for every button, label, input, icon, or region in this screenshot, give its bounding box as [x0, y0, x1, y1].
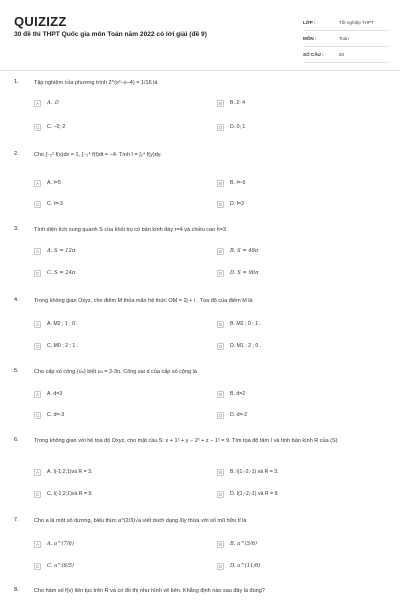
- option-text: A. ∅: [47, 100, 59, 106]
- question-4: [14, 297, 390, 357]
- question-number: 2.: [14, 151, 19, 157]
- option-letter: A: [34, 469, 41, 476]
- page-header: [0, 0, 400, 70]
- option-text: C. d=-3: [47, 412, 65, 418]
- option-d[interactable]: [217, 199, 244, 209]
- option-letter: C: [35, 343, 40, 349]
- option-b[interactable]: [217, 389, 245, 399]
- option-text: A. I=5: [47, 180, 61, 186]
- option-letter: C: [35, 270, 40, 276]
- option-a[interactable]: [34, 178, 61, 188]
- option-letter: D: [218, 343, 223, 349]
- option-letter: B: [217, 391, 224, 398]
- option-letter: C: [35, 491, 40, 497]
- option-c[interactable]: [34, 341, 78, 351]
- quizizz-logo: QUIZIZZ: [14, 14, 67, 29]
- option-text: B. M2 ; 0 ; 1 .: [230, 321, 261, 327]
- question-5: [14, 368, 390, 428]
- option-letter: D: [218, 563, 223, 569]
- option-b[interactable]: [217, 178, 245, 188]
- option-d[interactable]: [217, 561, 260, 571]
- question-number: 8.: [14, 587, 19, 593]
- option-letter: A: [34, 100, 41, 107]
- meta-row-subject: [303, 31, 389, 47]
- question-text: Cho ∫₋₂² f(x)dx = 1, ∫₋₂⁴ f(t)dt = −4. Tính I = ∫₂⁴ f(y)dy.: [34, 152, 162, 158]
- option-letter: C: [35, 412, 40, 418]
- meta-key: SỐ CÂU :: [303, 52, 324, 57]
- header-divider: [0, 70, 400, 71]
- option-text: B. I=-5: [230, 180, 246, 186]
- question-text: Cho a là một số dương, biểu thức a^(2/3)√a viết dưới dạng lũy thừa với số mũ hữu tỉ là: [34, 518, 247, 524]
- question-text: Cho cấp số cộng (uₙ) biết uₙ = 2-3n. Công sai d của cấp số cộng là: [34, 369, 197, 375]
- document-title: 30 đề thi THPT Quốc gia môn Toán năm 2022 có lời giải (đề 9): [14, 31, 207, 38]
- option-text: C. I(-1;2;1)và R = 9.: [47, 491, 93, 497]
- option-c[interactable]: [34, 489, 93, 499]
- meta-table: [303, 15, 389, 63]
- question-text: Tính diện tích xung quanh S của khối trụ có bán kính đáy r=4 và chiều cao h=3: [34, 227, 227, 233]
- option-letter: A: [34, 248, 41, 255]
- option-letter: A: [34, 391, 41, 398]
- question-text: Cho hàm số f(x) liên tục trên R và có đồ thị như hình vẽ bên. Khẳng định nào sau đây là đúng?: [34, 588, 265, 594]
- option-text: D. I=3: [230, 201, 244, 207]
- option-text: A. I(-1;2;1)và R = 3.: [47, 469, 93, 475]
- question-text: Tập nghiệm của phương trình 2^(x²−x−4) = 1/16 là: [34, 80, 158, 86]
- option-text: B. I(1;-2;-1) và R = 3.: [230, 469, 279, 475]
- option-b[interactable]: [217, 319, 261, 329]
- question-number: 6.: [14, 437, 19, 443]
- option-text: B. 2; 4: [230, 100, 245, 106]
- meta-value: Toán: [339, 36, 349, 41]
- question-8: [14, 587, 390, 599]
- option-letter: D: [218, 491, 223, 497]
- option-letter: A: [34, 321, 41, 328]
- meta-row-class: [303, 15, 389, 31]
- option-letter: B: [217, 180, 224, 187]
- question-number: 5.: [14, 368, 19, 374]
- option-letter: A: [34, 541, 41, 548]
- option-text: C. S = 24π: [47, 270, 76, 276]
- meta-row-count: [303, 47, 389, 63]
- option-a[interactable]: [34, 389, 62, 399]
- option-text: A. M2 ; 1 ; 0 .: [47, 321, 78, 327]
- option-text: A. S = 12π: [47, 248, 76, 254]
- option-text: B. S = 48π: [230, 248, 259, 254]
- question-number: 1.: [14, 79, 19, 85]
- option-letter: D: [218, 201, 223, 207]
- question-number: 4.: [14, 297, 19, 303]
- option-c[interactable]: [34, 561, 74, 571]
- question-number: 7.: [14, 517, 19, 523]
- option-letter: C: [35, 201, 40, 207]
- option-d[interactable]: [217, 489, 279, 499]
- option-letter: B: [217, 321, 224, 328]
- option-text: D. M1 ; 2 ; 0 .: [230, 343, 262, 349]
- option-text: D. d=-2: [230, 412, 248, 418]
- option-d[interactable]: [217, 341, 261, 351]
- option-letter: B: [217, 469, 224, 476]
- question-6: [14, 437, 390, 507]
- option-letter: C: [35, 124, 40, 130]
- meta-key: MÔN :: [303, 36, 317, 41]
- option-c[interactable]: [34, 199, 63, 209]
- option-letter: B: [217, 541, 224, 548]
- option-a[interactable]: [34, 246, 75, 256]
- option-text: C. I=-3: [47, 201, 63, 207]
- option-text: D. S = 96π: [230, 270, 259, 276]
- option-text: D. a^(11/6): [230, 563, 261, 569]
- option-text: C. M0 ; 2 ; 1 .: [47, 343, 79, 349]
- meta-value: 50: [339, 52, 345, 57]
- option-b[interactable]: [217, 246, 258, 256]
- option-letter: D: [218, 270, 223, 276]
- question-7: [14, 517, 390, 577]
- option-letter: C: [35, 563, 40, 569]
- option-text: D. I(1;-2;-1) và R = 9.: [230, 491, 279, 497]
- option-c[interactable]: [34, 410, 64, 420]
- meta-value: Tốt nghiệp THPT: [339, 20, 374, 25]
- option-letter: B: [217, 100, 224, 107]
- meta-key: LỚP :: [303, 20, 316, 25]
- option-a[interactable]: [34, 319, 78, 329]
- option-text: C. a^(6/5): [47, 563, 74, 569]
- option-b[interactable]: [217, 467, 279, 477]
- option-a[interactable]: [34, 467, 92, 477]
- option-c[interactable]: [34, 268, 75, 278]
- option-d[interactable]: [217, 268, 258, 278]
- option-c[interactable]: [34, 122, 65, 132]
- question-3: [14, 226, 390, 286]
- question-2: [14, 151, 390, 211]
- question-1: [14, 79, 390, 139]
- option-b[interactable]: [217, 539, 257, 549]
- option-text: B. a^(5/6): [230, 541, 257, 547]
- question-number: 3.: [14, 226, 19, 232]
- question-text: Trong không gian với hệ tọa độ Oxyz, cho mặt cầu S: x + 1² + y − 2² + z − 1² = 9. Tìm tọa độ tâm I và tính bán kính R của (S): [34, 438, 338, 444]
- option-letter: D: [218, 412, 223, 418]
- option-d[interactable]: [217, 122, 245, 132]
- option-letter: B: [217, 248, 224, 255]
- option-text: C. −2; 2: [47, 124, 66, 130]
- option-letter: D: [218, 124, 223, 130]
- option-text: B. d=2: [230, 391, 246, 397]
- question-text: Trong không gian Oxyz, cho điểm M thỏa mãn hệ thức OM = 2j + i . Tọa độ của điểm M là: [34, 298, 253, 304]
- option-text: A. d=3: [47, 391, 63, 397]
- option-b[interactable]: [217, 98, 245, 108]
- option-d[interactable]: [217, 410, 247, 420]
- option-a[interactable]: [34, 98, 59, 108]
- option-text: A. a^(7/6): [47, 541, 74, 547]
- option-letter: A: [34, 180, 41, 187]
- option-a[interactable]: [34, 539, 74, 549]
- option-text: D. 0; 1: [230, 124, 246, 130]
